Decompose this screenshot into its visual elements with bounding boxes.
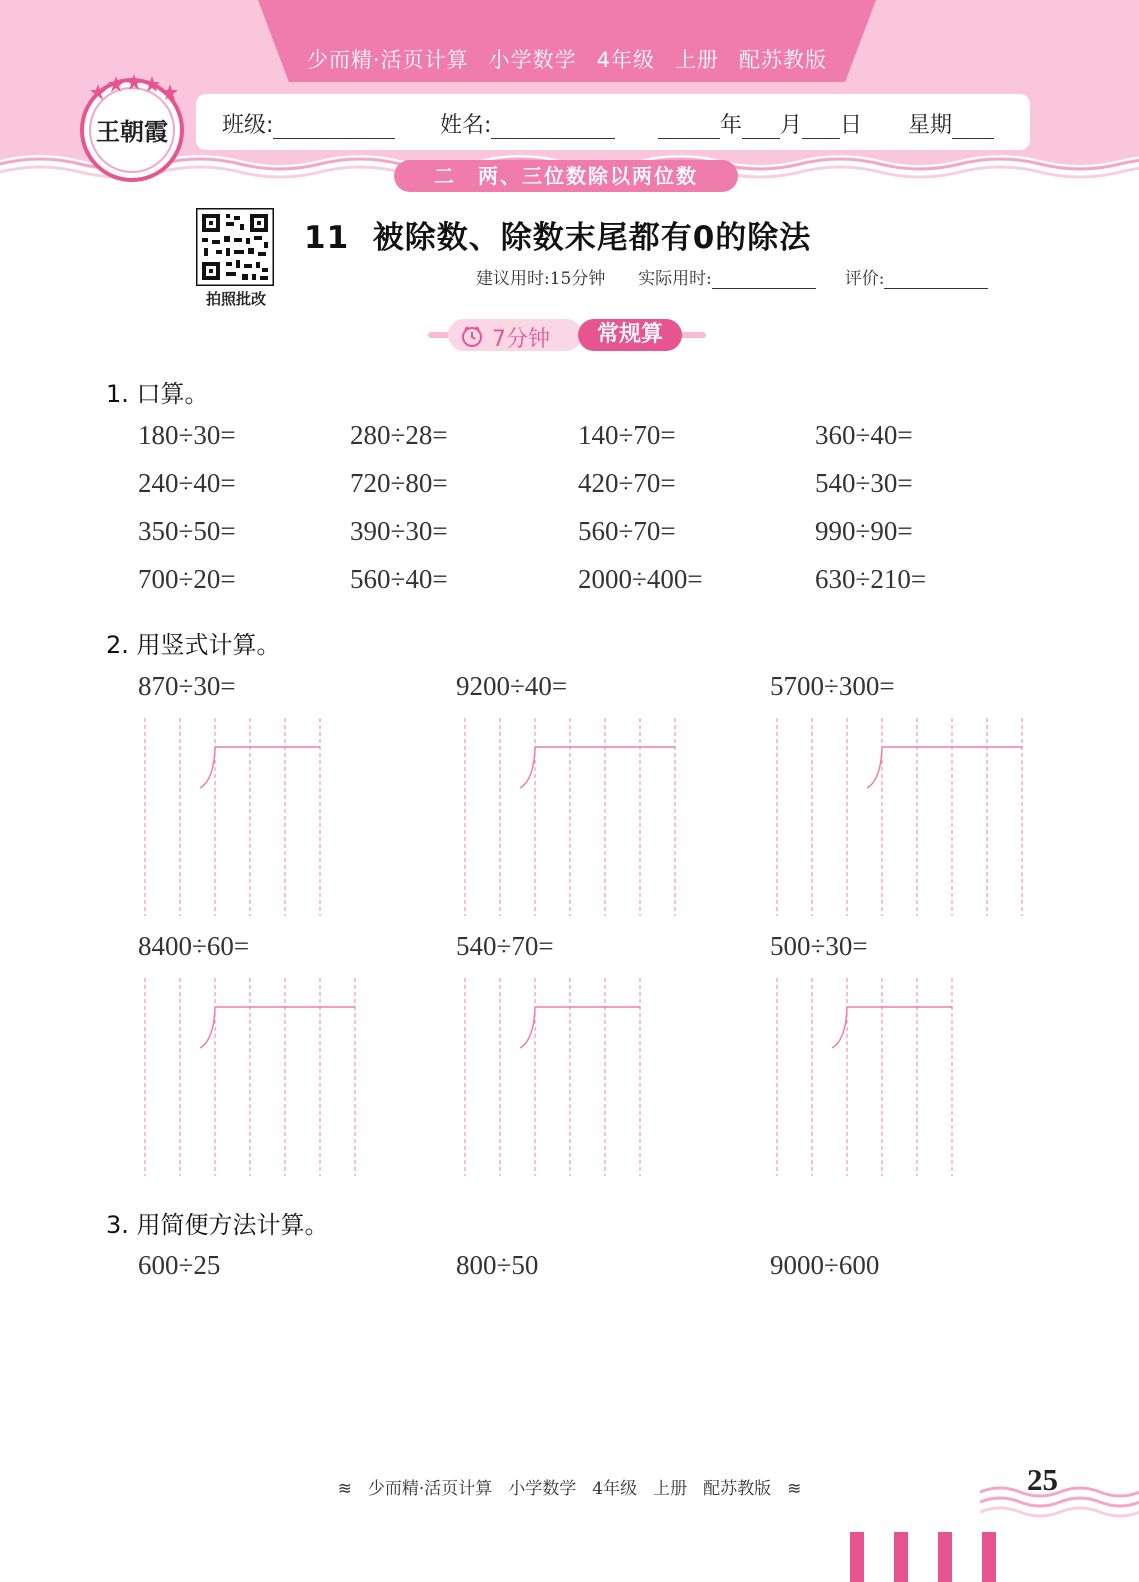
long-division-grid[interactable]: [450, 718, 690, 916]
timing-row: [476, 264, 988, 289]
q1-problem: 990÷90=: [815, 516, 913, 546]
long-division-grid[interactable]: [762, 718, 1038, 916]
q1-problem: 560÷40=: [350, 564, 448, 594]
lesson-title: 11 被除数、除数末尾都有0的除法: [304, 220, 812, 256]
series-name: 少而精·活页计算: [306, 48, 469, 72]
q1-problem: 360÷40=: [815, 420, 913, 450]
date-field[interactable]: [658, 108, 862, 139]
weekday-label: 星期: [908, 113, 953, 138]
q1-problem: 630÷210=: [815, 564, 927, 594]
q1-problem: 420÷70=: [578, 468, 676, 498]
footer: [0, 1474, 1139, 1499]
series-grade: 4年级: [596, 48, 656, 72]
q2-title: 2. 用竖式计算。: [106, 631, 281, 659]
long-division-grid[interactable]: [450, 978, 690, 1176]
q2-problem: 5700÷300=: [770, 671, 895, 701]
q1-problem: 700÷20=: [138, 564, 236, 594]
q2-problem: 540÷70=: [456, 931, 554, 961]
rating-label: 评价:: [844, 269, 885, 289]
footer-edition: 配苏教版: [703, 1479, 772, 1499]
series-title: [258, 44, 876, 74]
footer-volume: 上册: [653, 1479, 688, 1499]
q2-problem: 500÷30=: [770, 931, 868, 961]
qr-code-icon[interactable]: [196, 208, 274, 286]
qr-caption: 拍照批改: [205, 290, 266, 308]
q2-problem: 870÷30=: [138, 671, 236, 701]
q3-title: 3. 用简便方法计算。: [106, 1211, 329, 1239]
month-label: 月: [780, 113, 803, 138]
wave-icon: ≋: [337, 1479, 352, 1499]
name-field[interactable]: [440, 108, 615, 139]
class-field[interactable]: [222, 108, 395, 139]
brand-logo: [76, 70, 188, 182]
long-division-grid[interactable]: [762, 978, 1002, 1176]
q1-problem: 280÷28=: [350, 420, 448, 450]
series-volume: 上册: [675, 48, 720, 72]
name-label: 姓名:: [440, 113, 492, 138]
footer-series: 少而精·活页计算: [367, 1479, 493, 1499]
class-label: 班级:: [222, 113, 274, 138]
page-number: 25: [1027, 1462, 1058, 1497]
q1-problem: 180÷30=: [138, 420, 236, 450]
q3-problem: 600÷25: [138, 1250, 221, 1280]
section-title: 二 两、三位数除以两位数: [394, 160, 738, 192]
q1-title: 1. 口算。: [106, 380, 209, 408]
wave-icon: ≋: [787, 1479, 802, 1499]
q1-problem: 540÷30=: [815, 468, 913, 498]
q1-problem: 350÷50=: [138, 516, 236, 546]
footer-subject: 小学数学: [508, 1479, 577, 1499]
q1-problem: 720÷80=: [350, 468, 448, 498]
page-wave-decoration: [980, 1480, 1139, 1520]
q3-problem: 9000÷600: [770, 1250, 880, 1280]
actual-time-blank[interactable]: [712, 270, 816, 289]
long-division-grid[interactable]: [130, 978, 370, 1176]
footer-grade: 4年级: [592, 1479, 638, 1499]
badge-time: 7分钟: [492, 327, 550, 352]
series-subject: 小学数学: [488, 48, 577, 72]
series-edition: 配苏教版: [739, 48, 828, 72]
long-division-grid[interactable]: [130, 718, 370, 916]
q3-problem: 800÷50: [456, 1250, 539, 1280]
rating-blank[interactable]: [884, 270, 988, 289]
page-edge-bars: [846, 1532, 1006, 1582]
actual-time-label: 实际用时:: [638, 269, 712, 289]
q2-problem: 9200÷40=: [456, 671, 568, 701]
weekday-field[interactable]: [908, 108, 994, 139]
q1-problem: 390÷30=: [350, 516, 448, 546]
q2-problem: 8400÷60=: [138, 931, 250, 961]
q1-problem: 240÷40=: [138, 468, 236, 498]
clock-icon: [460, 324, 484, 348]
suggested-time: 建议用时:15分钟: [476, 269, 606, 289]
q1-problem: 140÷70=: [578, 420, 676, 450]
q1-problem: 2000÷400=: [578, 564, 703, 594]
q1-problem: 560÷70=: [578, 516, 676, 546]
year-label: 年: [720, 113, 743, 138]
logo-text: 王朝霞: [96, 117, 168, 146]
badge-type: 常规算: [578, 319, 682, 351]
day-label: 日: [840, 113, 863, 138]
